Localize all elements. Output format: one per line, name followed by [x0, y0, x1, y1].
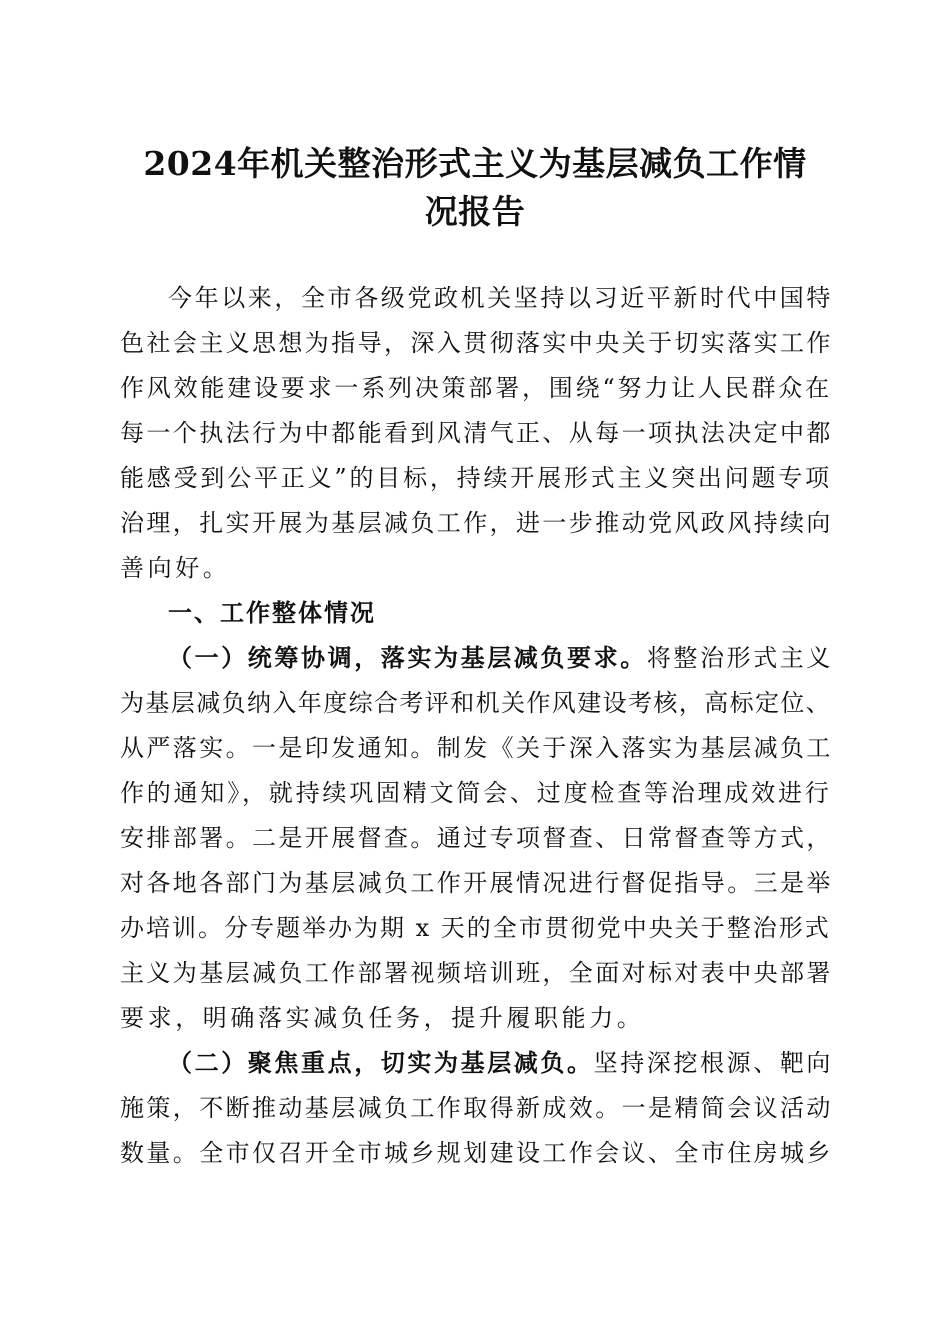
intro-line-5: 能感受到公平正义”的目标，持续开展形式主义突出问题专项 — [120, 464, 832, 492]
intro-line-3: 作风效能建设要求一系列决策部署，围绕“努力让人民群众在 — [120, 374, 832, 402]
intro-line-2: 色社会主义思想为指导，深入贯彻落实中央关于切实落实工作 — [120, 329, 833, 357]
sub2-first-line — [168, 1048, 832, 1078]
intro-line-4: 每一个执法行为中都能看到风清气正、从每一项执法决定中都 — [120, 419, 833, 447]
intro-line-1: 今年以来，全市各级党政机关坚持以习近平新时代中国特 — [168, 284, 833, 312]
sub2-first-rest: 坚持深挖根源、靶向 — [593, 1049, 834, 1077]
sub2-line-2: 施策，不断推动基层减负工作取得新成效。一是精简会议活动 — [120, 1094, 833, 1122]
sub2-line-3: 数量。全市仅召开全市城乡规划建设工作会议、全市住房城乡 — [120, 1139, 833, 1167]
sub2-bold-lead: （二）聚焦重点，切实为基层减负。 — [168, 1048, 594, 1077]
section-heading-1: 一、工作整体情况 — [168, 598, 376, 627]
sub1-first-line — [168, 643, 832, 673]
sub1-first-rest: 将整治形式主义 — [646, 644, 834, 672]
title-line-1: 2024年机关整治形式主义为基层减负工作情 — [143, 144, 807, 183]
document-title — [100, 140, 850, 236]
sub1-line-5: 安排部署。二是开展督查。通过专项督查、日常督查等方式， — [120, 824, 833, 852]
sub1-line-3: 从严落实。一是印发通知。制发《关于深入落实为基层减负工 — [120, 734, 833, 762]
sub1-bold-lead: （一）统筹协调，落实为基层减负要求。 — [168, 643, 647, 672]
title-line-2: 况报告 — [424, 192, 526, 231]
sub1-line-2: 为基层减负纳入年度综合考评和机关作风建设考核，高标定位、 — [120, 689, 832, 717]
sub1-line-6: 对各地各部门为基层减负工作开展情况进行督促指导。三是举 — [120, 869, 833, 897]
sub1-line-9: 要求，明确落实减负任务，提升履职能力。 — [120, 1004, 645, 1032]
sub1-line-7: 办培训。分专题举办为期 x 天的全市贯彻党中央关于整治形式 — [120, 914, 831, 942]
intro-line-7: 善向好。 — [120, 554, 231, 582]
intro-line-6: 治理，扎实开展为基层减负工作，进一步推动党风政风持续向 — [120, 509, 833, 537]
sub1-line-4: 作的通知》，就持续巩固精文简会、过度检查等治理成效进行 — [120, 779, 832, 807]
sub1-line-8: 主义为基层减负工作部署视频培训班，全面对标对表中央部署 — [120, 959, 833, 987]
